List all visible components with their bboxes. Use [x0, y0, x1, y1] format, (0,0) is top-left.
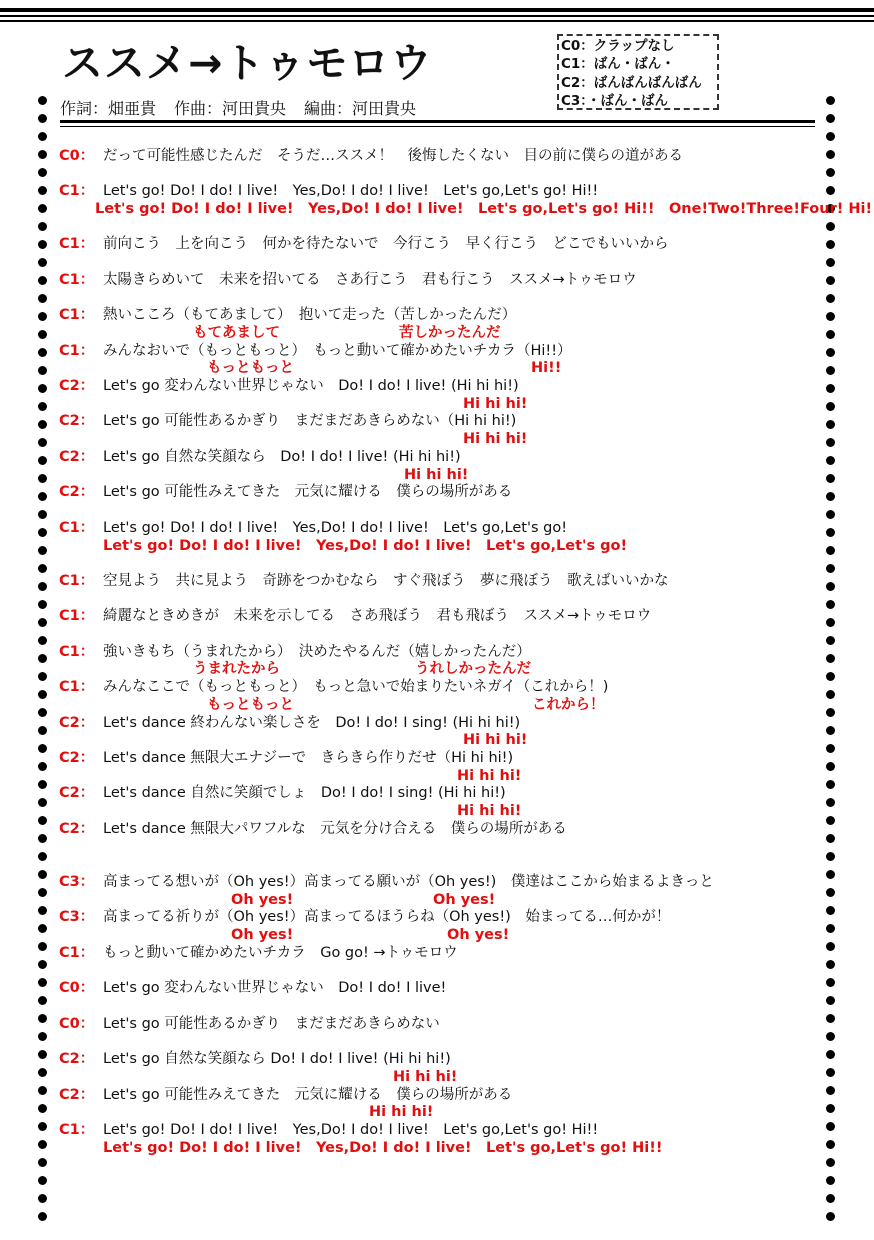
border-dot	[826, 888, 835, 897]
border-dot	[38, 1086, 47, 1095]
border-dot	[38, 618, 47, 627]
border-dot	[826, 1068, 835, 1077]
border-dot	[826, 240, 835, 249]
border-dot	[38, 1104, 47, 1113]
border-dot	[38, 726, 47, 735]
border-dot	[38, 240, 47, 249]
call-text: Oh yes!	[433, 892, 496, 908]
lyric-line	[59, 1015, 440, 1033]
border-dot	[826, 780, 835, 789]
border-dot	[38, 906, 47, 915]
lyric-line	[59, 607, 651, 625]
composer: 作曲：河田貴央	[174, 99, 287, 118]
border-dot	[826, 1122, 835, 1131]
clap-tag: C3：	[59, 874, 95, 890]
lyric-line	[59, 147, 683, 165]
call-text: Oh yes!	[231, 927, 294, 943]
right-dot-border	[826, 96, 836, 1240]
clap-tag: C1：	[59, 272, 95, 288]
lyric-text: Let's go 変わんない世界じゃない Do! I do! I live! (Hi hi hi!)	[103, 378, 519, 394]
lyric-text: 強いきもち（うまれたから） 決めたやるんだ（嬉しかったんだ）	[103, 644, 531, 660]
call-text: これから！	[532, 697, 605, 713]
border-dot	[38, 1176, 47, 1185]
clap-tag: C0：	[59, 1016, 95, 1032]
border-dot	[826, 816, 835, 825]
lyric-text: Let's go 変わんない世界じゃない Do! I do! I live!	[103, 980, 447, 996]
border-dot	[38, 222, 47, 231]
clap-tag: C1：	[59, 236, 95, 252]
lyric-line	[59, 643, 531, 661]
call-text: うまれたから	[193, 661, 280, 677]
legend-item-c3: C3：・ばん・ばん	[561, 92, 669, 109]
lyric-line	[59, 979, 446, 997]
border-dot	[826, 798, 835, 807]
credits	[60, 96, 416, 119]
clap-tag: C2：	[59, 449, 95, 465]
lyric-text: 高まってる祈りが（Oh yes!）高まってるほうらね（Oh yes!) 始まってる…何かが！	[103, 909, 671, 925]
clap-tag: C2：	[59, 750, 95, 766]
border-dot	[38, 1194, 47, 1203]
lyric-text: Let's dance 終わんない楽しさを Do! I do! I sing! (Hi hi hi!)	[103, 715, 521, 731]
lyric-line	[59, 1050, 451, 1068]
border-dot	[38, 258, 47, 267]
call-text: Hi hi hi!	[463, 732, 528, 748]
border-dot	[826, 114, 835, 123]
border-dot	[38, 186, 47, 195]
lyric-line	[59, 714, 520, 732]
border-dot	[38, 834, 47, 843]
border-dot	[826, 672, 835, 681]
lyric-text: みんなおいで（もっともっと） もっと動いて確かめたいチカラ（Hi!!）	[103, 343, 572, 359]
lyric-text: Let's go 自然な笑顔なら Do! I do! I live! (Hi hi hi!)	[103, 449, 461, 465]
call-text: もっともっと	[207, 697, 294, 713]
border-dot	[38, 114, 47, 123]
border-dot	[38, 798, 47, 807]
border-dot	[826, 186, 835, 195]
lyric-line	[59, 271, 637, 289]
border-dot	[826, 690, 835, 699]
border-dot	[826, 312, 835, 321]
clap-tag: C2：	[59, 785, 95, 801]
border-dot	[826, 384, 835, 393]
border-dot	[38, 510, 47, 519]
border-dot	[38, 420, 47, 429]
border-dot	[826, 420, 835, 429]
border-dot	[826, 978, 835, 987]
lyric-text: Let's go 可能性あるかぎり まだまだあきらめない	[103, 1016, 440, 1032]
border-dot	[826, 726, 835, 735]
border-dot	[826, 438, 835, 447]
call-text: Hi hi hi!	[463, 431, 528, 447]
call-text: もてあまして	[193, 325, 280, 341]
border-dot	[826, 834, 835, 843]
legend-item-c1: C1：ばん・ばん・	[561, 56, 675, 73]
clap-tag: C1：	[59, 520, 95, 536]
call-text: Oh yes!	[447, 927, 510, 943]
border-dot	[38, 762, 47, 771]
border-dot	[38, 582, 47, 591]
lyric-text: Let's go! Do! I do! I live! Yes,Do! I do! I live! Let's go,Let's go!	[103, 520, 568, 536]
lyric-text: 熱いこころ（もてあまして） 抱いて走った（苦しかったんだ）	[103, 307, 517, 323]
clap-tag: C1：	[59, 307, 95, 323]
border-dot	[38, 312, 47, 321]
lyric-line	[59, 519, 567, 537]
call-text: もっともっと	[207, 360, 294, 376]
border-dot	[826, 870, 835, 879]
border-dot	[826, 366, 835, 375]
top-border-thick-2	[0, 20, 874, 22]
lyric-text: Let's go 自然な笑顔なら Do! I do! I live! (Hi hi hi!)	[103, 1051, 451, 1067]
lyric-line	[59, 784, 506, 802]
border-dot	[826, 330, 835, 339]
lyric-text: Let's dance 自然に笑顔でしょ Do! I do! I sing! (Hi hi hi!)	[103, 785, 506, 801]
border-dot	[38, 942, 47, 951]
clap-tag: C2：	[59, 1087, 95, 1103]
border-dot	[826, 654, 835, 663]
border-dot	[38, 888, 47, 897]
border-dot	[38, 168, 47, 177]
lyric-line	[59, 908, 670, 926]
lyric-text: Let's go! Do! I do! I live! Yes,Do! I do! I live! Let's go,Let's go! Hi!!	[103, 183, 599, 199]
lyric-line	[59, 483, 512, 501]
lyric-text: だって可能性感じたんだ そうだ…ススメ！ 後悔したくない 目の前に僕らの道がある	[103, 148, 683, 164]
border-dot	[38, 438, 47, 447]
border-dot	[826, 348, 835, 357]
arranger: 編曲：河田貴央	[304, 99, 417, 118]
border-dot	[826, 1212, 835, 1221]
border-dot	[826, 492, 835, 501]
border-dot	[826, 96, 835, 105]
border-dot	[38, 366, 47, 375]
clap-legend	[557, 34, 719, 110]
border-dot	[38, 1122, 47, 1131]
border-dot	[38, 960, 47, 969]
border-dot	[826, 1014, 835, 1023]
border-dot	[38, 330, 47, 339]
border-dot	[38, 816, 47, 825]
clap-tag: C2：	[59, 821, 95, 837]
lyric-line	[59, 377, 519, 395]
top-border-thin	[0, 15, 874, 17]
song-title: ススメ→トゥモロウ	[62, 39, 433, 87]
border-dot	[38, 564, 47, 573]
lyric-line	[59, 678, 608, 696]
border-dot	[826, 294, 835, 303]
border-dot	[38, 402, 47, 411]
lyric-line	[59, 306, 516, 324]
border-dot	[826, 942, 835, 951]
border-dot	[38, 780, 47, 789]
border-dot	[826, 564, 835, 573]
call-text: Hi hi hi!	[463, 396, 528, 412]
clap-tag: C1：	[59, 679, 95, 695]
border-dot	[826, 1176, 835, 1185]
border-dot	[38, 1212, 47, 1221]
border-dot	[38, 924, 47, 933]
border-dot	[38, 654, 47, 663]
lyric-text: Let's dance 無限大エナジーで きらきら作りだせ（Hi hi hi!)	[103, 750, 514, 766]
border-dot	[826, 546, 835, 555]
lyric-line	[59, 1086, 512, 1104]
lyric-text: Let's go! Do! I do! I live! Yes,Do! I do! I live! Let's go,Let's go! Hi!!	[103, 1122, 599, 1138]
legend-item-c2: C2：ばんばんばんばん	[561, 74, 702, 91]
border-dot	[38, 1068, 47, 1077]
border-dot	[38, 96, 47, 105]
border-dot	[38, 636, 47, 645]
border-dot	[38, 492, 47, 501]
call-text: 苦しかったんだ	[399, 325, 501, 341]
clap-tag: C2：	[59, 413, 95, 429]
call-text: Hi hi hi!	[404, 467, 469, 483]
clap-tag: C2：	[59, 378, 95, 394]
call-text: うれしかったんだ	[415, 661, 531, 677]
header-rule-thick	[60, 120, 815, 123]
lyric-line	[59, 412, 516, 430]
border-dot	[826, 276, 835, 285]
border-dot	[38, 600, 47, 609]
clap-tag: C1：	[59, 183, 95, 199]
border-dot	[826, 924, 835, 933]
border-dot	[826, 996, 835, 1005]
border-dot	[826, 1086, 835, 1095]
lyric-line	[59, 820, 567, 838]
border-dot	[826, 744, 835, 753]
top-border-thick	[0, 8, 874, 12]
lyric-text: Let's go 可能性あるかぎり まだまだあきらめない（Hi hi hi!)	[103, 413, 517, 429]
border-dot	[38, 870, 47, 879]
border-dot	[38, 474, 47, 483]
call-text: Hi hi hi!	[393, 1069, 458, 1085]
call-text: Hi!!	[531, 360, 562, 376]
border-dot	[38, 132, 47, 141]
call-text: Let's go! Do! I do! I live! Yes,Do! I do! I live! Let's go,Let's go! Hi!! One!Two!Three!Four! Hi!	[95, 201, 873, 217]
border-dot	[826, 1140, 835, 1149]
left-dot-border	[38, 96, 48, 1240]
clap-tag: C2：	[59, 484, 95, 500]
call-text: Let's go! Do! I do! I live! Yes,Do! I do! I live! Let's go,Let's go!	[103, 538, 628, 554]
border-dot	[38, 150, 47, 159]
border-dot	[826, 708, 835, 717]
lyric-text: みんなここで（もっともっと） もっと急いで始まりたいネガイ（これから！)	[103, 679, 609, 695]
lyric-line	[59, 749, 513, 767]
border-dot	[826, 1050, 835, 1059]
lyric-text: Let's go 可能性みえてきた 元気に耀ける 僕らの場所がある	[103, 484, 513, 500]
border-dot	[38, 996, 47, 1005]
border-dot	[826, 852, 835, 861]
lyric-line	[59, 182, 598, 200]
border-dot	[38, 546, 47, 555]
lyricist: 作詞：畑亜貴	[60, 99, 157, 118]
border-dot	[826, 456, 835, 465]
border-dot	[38, 294, 47, 303]
lyric-text: 太陽きらめいて 未来を招いてる さあ行こう 君も行こう ススメ→トゥモロウ	[103, 272, 637, 288]
clap-tag: C1：	[59, 343, 95, 359]
border-dot	[38, 744, 47, 753]
border-dot	[826, 1104, 835, 1113]
call-text: Hi hi hi!	[369, 1104, 434, 1120]
legend-item-c0: C0：クラップなし	[561, 38, 675, 54]
border-dot	[826, 636, 835, 645]
border-dot	[826, 528, 835, 537]
border-dot	[826, 762, 835, 771]
border-dot	[38, 1140, 47, 1149]
call-text: Let's go! Do! I do! I live! Yes,Do! I do! I live! Let's go,Let's go! Hi!!	[103, 1140, 663, 1156]
lyric-text: 空見よう 共に見よう 奇跡をつかむなら すぐ飛ぼう 夢に飛ぼう 歌えばいいかな	[103, 573, 669, 589]
clap-tag: C1：	[59, 573, 95, 589]
clap-tag: C1：	[59, 644, 95, 660]
border-dot	[38, 528, 47, 537]
border-dot	[826, 168, 835, 177]
border-dot	[826, 582, 835, 591]
lyric-line	[59, 572, 669, 590]
lyric-line	[59, 235, 669, 253]
lyric-line	[59, 448, 461, 466]
call-text: Oh yes!	[231, 892, 294, 908]
border-dot	[38, 456, 47, 465]
lyric-line	[59, 1121, 598, 1139]
border-dot	[38, 1032, 47, 1041]
border-dot	[38, 690, 47, 699]
border-dot	[826, 960, 835, 969]
border-dot	[826, 402, 835, 411]
border-dot	[38, 852, 47, 861]
lyric-line	[59, 342, 572, 360]
clap-tag: C1：	[59, 1122, 95, 1138]
clap-tag: C3：	[59, 909, 95, 925]
clap-tag: C1：	[59, 945, 95, 961]
border-dot	[38, 978, 47, 987]
border-dot	[826, 222, 835, 231]
border-dot	[826, 600, 835, 609]
call-text: Hi hi hi!	[457, 768, 522, 784]
border-dot	[826, 1158, 835, 1167]
border-dot	[38, 276, 47, 285]
lyric-text: 綺麗なときめきが 未来を示してる さあ飛ぼう 君も飛ぼう ススメ→トゥモロウ	[103, 608, 652, 624]
border-dot	[38, 204, 47, 213]
border-dot	[38, 708, 47, 717]
border-dot	[38, 384, 47, 393]
clap-tag: C0：	[59, 980, 95, 996]
call-text: Hi hi hi!	[457, 803, 522, 819]
lyric-line	[59, 944, 458, 962]
lyric-text: もっと動いて確かめたいチカラ Go go! →トゥモロウ	[103, 945, 458, 961]
border-dot	[826, 618, 835, 627]
border-dot	[826, 906, 835, 915]
border-dot	[826, 258, 835, 267]
lyric-text: Let's dance 無限大パワフルな 元気を分け合える 僕らの場所がある	[103, 821, 567, 837]
border-dot	[38, 348, 47, 357]
lyric-line	[59, 873, 714, 891]
border-dot	[826, 510, 835, 519]
clap-tag: C2：	[59, 1051, 95, 1067]
border-dot	[826, 1032, 835, 1041]
border-dot	[38, 1158, 47, 1167]
border-dot	[38, 672, 47, 681]
lyric-text: Let's go 可能性みえてきた 元気に耀ける 僕らの場所がある	[103, 1087, 513, 1103]
clap-tag: C0：	[59, 148, 95, 164]
border-dot	[826, 1194, 835, 1203]
lyric-text: 前向こう 上を向こう 何かを待たないで 今行こう 早く行こう どこでもいいから	[103, 236, 669, 252]
border-dot	[826, 150, 835, 159]
border-dot	[38, 1050, 47, 1059]
header-rule-thin	[60, 126, 815, 127]
clap-tag: C2：	[59, 715, 95, 731]
border-dot	[38, 1014, 47, 1023]
lyric-text: 高まってる想いが（Oh yes!）高まってる願いが（Oh yes!) 僕達はここから始まるよきっと	[103, 874, 714, 890]
border-dot	[826, 474, 835, 483]
clap-tag: C1：	[59, 608, 95, 624]
border-dot	[826, 132, 835, 141]
